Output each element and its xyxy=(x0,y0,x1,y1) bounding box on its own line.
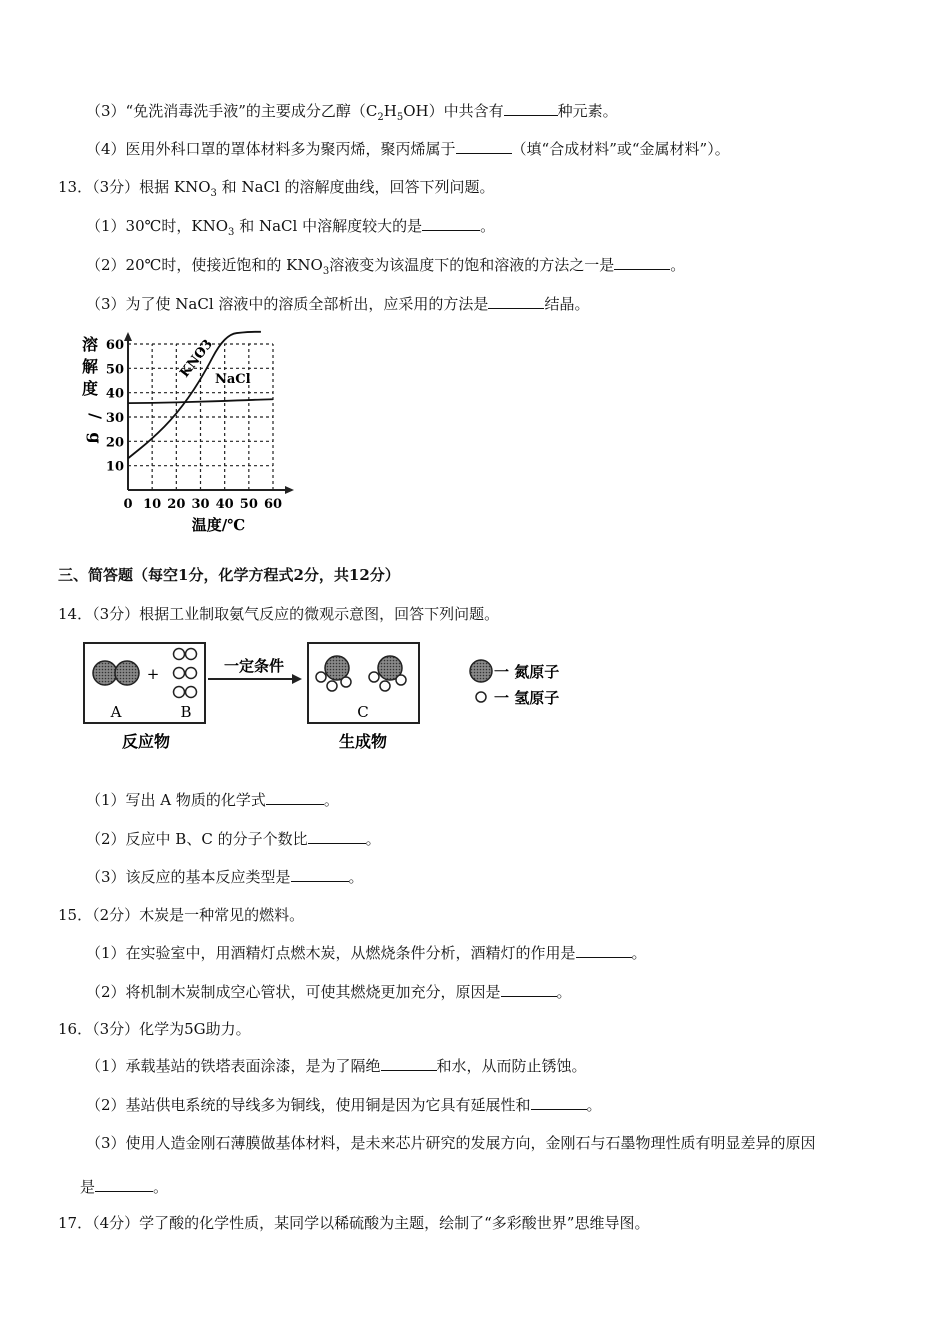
label-b: B xyxy=(180,703,192,721)
q14-part3: （3）该反应的基本反应类型是 。 xyxy=(86,868,364,886)
x-tick-label: 50 xyxy=(239,497,258,512)
y-tick-label: 40 xyxy=(105,386,124,402)
x-tick-label: 60 xyxy=(263,497,283,512)
q15-part1: （1）在实验室中，用酒精灯点燃木炭，从燃烧条件分析，酒精灯的作用是 。 xyxy=(86,944,647,962)
y-axis-label-char: 解 xyxy=(81,357,99,376)
molecule-c-nh3 xyxy=(369,656,406,691)
q12-part4: （4）医用外科口罩的罩体材料多为聚丙烯，聚丙烯属于 （填“合成材料”或“金属材料”）。 xyxy=(86,140,730,158)
answer-blank[interactable] xyxy=(531,1095,587,1110)
products-caption: 生成物 xyxy=(338,732,388,751)
answer-blank[interactable] xyxy=(422,216,480,231)
x-tick-label: 10 xyxy=(143,497,162,512)
q14-part1: （1）写出 A 物质的化学式 。 xyxy=(86,791,339,809)
plus-sign: + xyxy=(146,665,160,683)
answer-blank[interactable] xyxy=(308,829,366,844)
arrow-condition: 一定条件 xyxy=(223,657,285,675)
label-c: C xyxy=(357,703,369,721)
q16-part2: （2）基站供电系统的导线多为铜线，使用铜是因为它具有延展性和 。 xyxy=(86,1096,602,1114)
y-axis-label-char: 度 xyxy=(81,379,99,398)
answer-blank[interactable] xyxy=(576,943,632,958)
answer-blank[interactable] xyxy=(501,982,557,997)
answer-blank[interactable] xyxy=(456,139,512,154)
x-tick-label: 20 xyxy=(167,497,186,512)
answer-blank[interactable] xyxy=(488,294,544,309)
answer-blank[interactable] xyxy=(504,101,558,116)
molecule-a-n2 xyxy=(93,661,139,685)
y-tick-label: 60 xyxy=(105,338,124,353)
q16-part3: （3）使用人造金刚石薄膜做基体材料，是未来芯片研究的发展方向，金刚石与石墨物理性质有明显差异的原因 xyxy=(86,1134,816,1152)
answer-blank[interactable] xyxy=(291,867,349,882)
x-axis-label: 温度/℃ xyxy=(191,516,246,534)
molecules-b-h2 xyxy=(174,649,197,698)
answer-blank[interactable] xyxy=(95,1177,153,1192)
y-axis-label-char: 溶 xyxy=(81,335,99,354)
q17-stem: 17．（4分）学了酸的化学性质，某同学以稀硫酸为主题，绘制了“多彩酸世界”思维导图。 xyxy=(58,1214,650,1232)
solubility-chart xyxy=(78,330,308,535)
arrow-head xyxy=(292,674,302,684)
answer-blank[interactable] xyxy=(381,1056,437,1071)
q14-part2: （2）反应中 B、C 的分子个数比 。 xyxy=(86,830,381,848)
ammonia-reaction-diagram xyxy=(80,635,590,760)
x-tick-label: 0 xyxy=(123,497,133,512)
y-tick-label: 20 xyxy=(105,435,124,451)
chart-labels xyxy=(82,335,282,534)
q13-part3: （3）为了使 NaCl 溶液中的溶质全部析出，应采用的方法是 结晶。 xyxy=(86,295,590,313)
y-tick-label: 30 xyxy=(105,411,124,426)
legend-hydrogen: 一 氢原子 xyxy=(494,689,560,707)
molecule-c-nh3 xyxy=(316,656,351,691)
series-label-kno3: KNO3 xyxy=(177,336,216,381)
q13-part2: （2）20℃时，使接近饱和的 $KNO_3$溶液变为该温度下的饱和溶液的方法之一是 。 xyxy=(86,256,686,277)
answer-blank[interactable] xyxy=(266,790,324,805)
nitrogen-atom-icon xyxy=(470,660,492,682)
answer-blank[interactable] xyxy=(614,255,670,270)
legend-nitrogen: 一 氮原子 xyxy=(494,663,560,681)
q12-part3: （3）“免洗消毒洗手液”的主要成分乙醇$(C_2H_5OH)$中共含有 种元素。 xyxy=(86,102,618,123)
y-tick-label: 10 xyxy=(105,459,124,475)
q13-stem: 13．（3分）根据 $KNO_3$ 和 NaCl 的溶解度曲线，回答下列问题。 xyxy=(58,178,495,199)
y-tick-label: 50 xyxy=(105,362,124,378)
chart-axes xyxy=(124,332,294,494)
q16-part1: （1）承载基站的铁塔表面涂漆，是为了隔绝 和水，从而防止锈蚀。 xyxy=(86,1057,587,1075)
x-axis-arrow xyxy=(285,486,294,494)
q16-part3-cont: 是 。 xyxy=(80,1178,169,1196)
y-axis-arrow xyxy=(124,332,132,341)
y-axis-label-char: g xyxy=(86,432,105,444)
x-tick-label: 30 xyxy=(191,497,210,512)
q15-stem: 15．（2分）木炭是一种常见的燃料。 xyxy=(58,906,305,924)
x-tick-label: 40 xyxy=(215,497,234,512)
reactants-caption: 反应物 xyxy=(121,732,171,751)
section-title: 三、简答题（每空1分，化学方程式2分，共12分） xyxy=(58,566,400,584)
q14-stem: 14．（3分）根据工业制取氨气反应的微观示意图，回答下列问题。 xyxy=(58,605,500,623)
q13-part1: （1）30℃时，$KNO_3$ 和 NaCl 中溶解度较大的是 。 xyxy=(86,217,496,238)
y-axis-label-char: / xyxy=(86,413,105,419)
label-a: A xyxy=(110,703,122,721)
series-label-nacl: NaCl xyxy=(215,371,251,387)
hydrogen-atom-icon xyxy=(476,692,486,702)
q16-stem: 16．（3分）化学为5G助力。 xyxy=(58,1020,251,1038)
q15-part2: （2）将机制木炭制成空心管状，可使其燃烧更加充分，原因是 。 xyxy=(86,983,572,1001)
